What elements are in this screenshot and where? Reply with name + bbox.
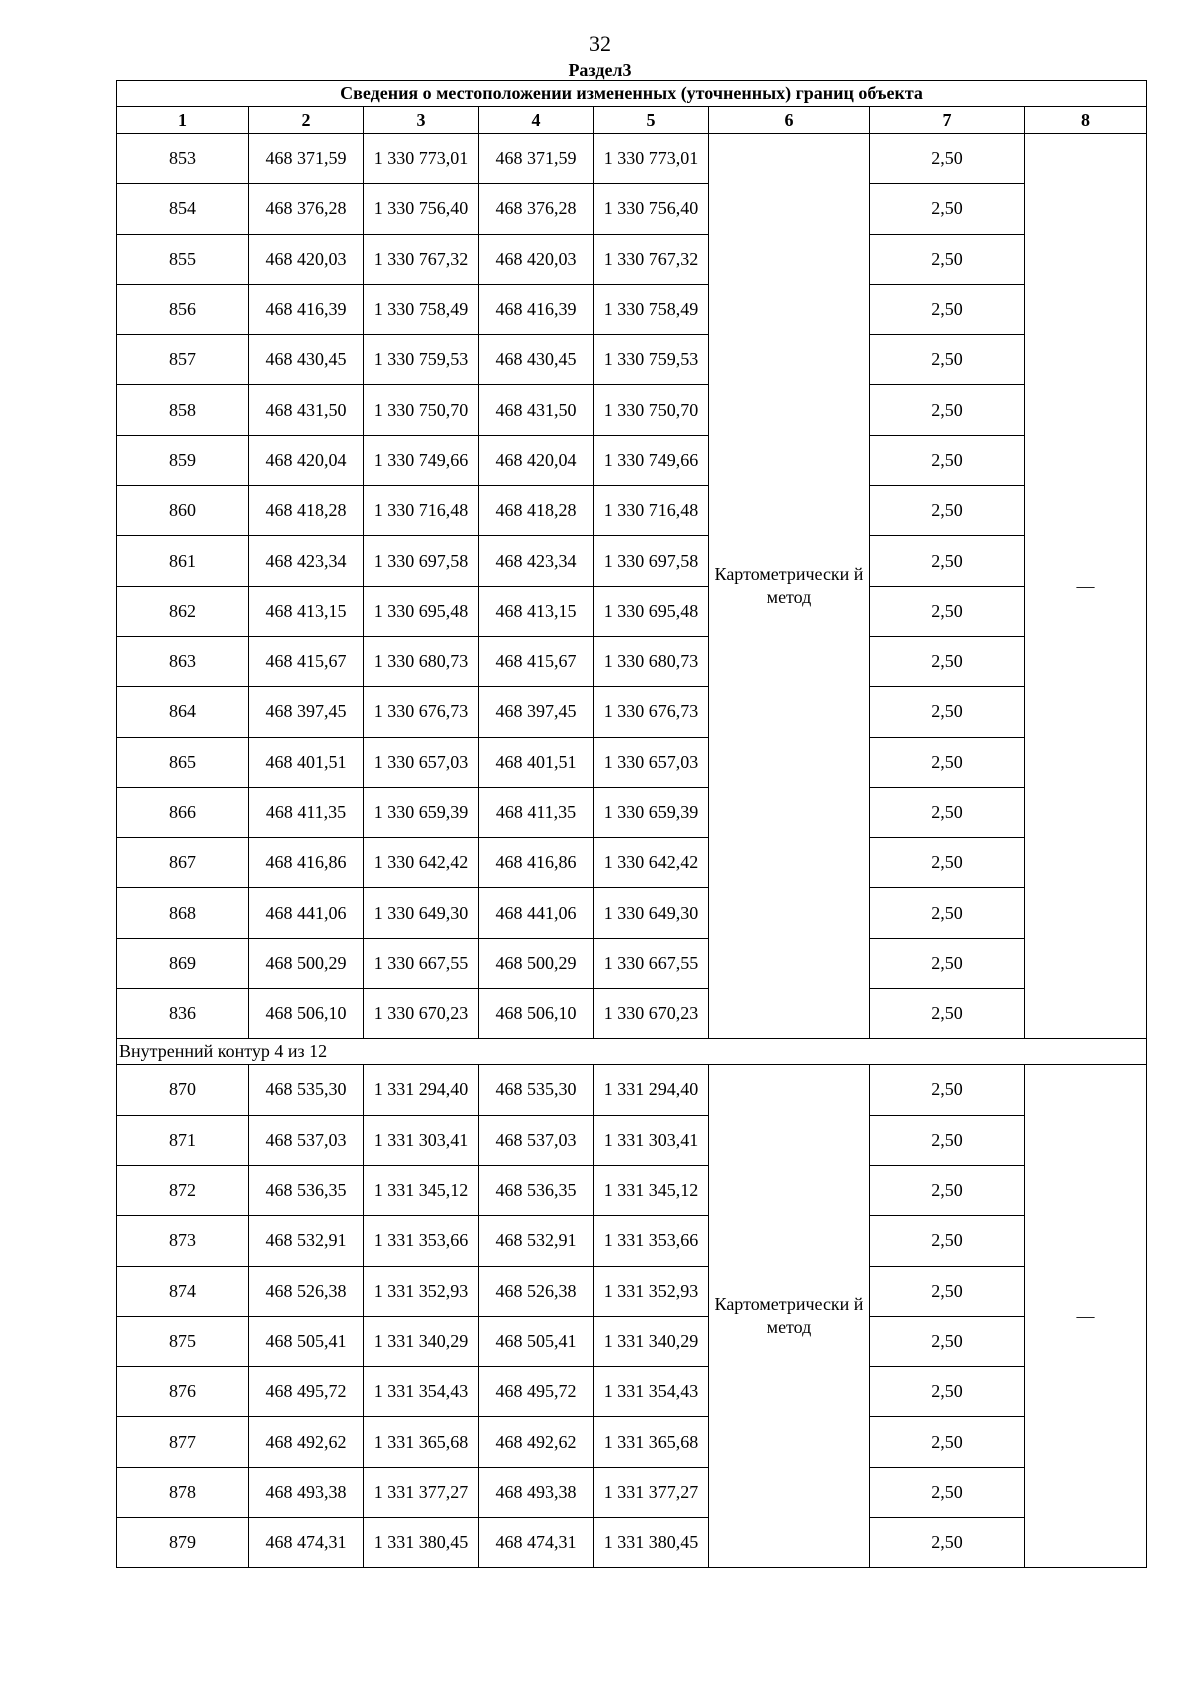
point-number-cell: 864 (117, 687, 249, 737)
coord-x-cell: 468 430,45 (249, 335, 364, 385)
contour-label-row (117, 1039, 1147, 1065)
accuracy-cell: 2,50 (870, 1417, 1025, 1467)
accuracy-cell: 2,50 (870, 938, 1025, 988)
table-caption: Сведения о местоположении измененных (уточненных) границ объекта (117, 81, 1147, 107)
coord-y-cell: 1 330 676,73 (364, 687, 479, 737)
coord-x-cell: 468 526,38 (249, 1266, 364, 1316)
coord-y-cell: 1 331 340,29 (364, 1316, 479, 1366)
table-row (117, 838, 1147, 888)
point-number-cell: 870 (117, 1065, 249, 1115)
header-cell: 7 (870, 107, 1025, 134)
table-row (117, 1467, 1147, 1517)
new-coord-x-cell: 468 500,29 (479, 938, 594, 988)
table-row (117, 938, 1147, 988)
new-coord-y-cell: 1 331 294,40 (594, 1065, 709, 1115)
header-cell: 2 (249, 107, 364, 134)
point-number-cell: 866 (117, 787, 249, 837)
header-cell: 5 (594, 107, 709, 134)
coord-y-cell: 1 331 377,27 (364, 1467, 479, 1517)
point-number-cell: 856 (117, 284, 249, 334)
new-coord-y-cell: 1 330 756,40 (594, 184, 709, 234)
coord-y-cell: 1 330 657,03 (364, 737, 479, 787)
new-coord-x-cell: 468 431,50 (479, 385, 594, 435)
coord-y-cell: 1 331 303,41 (364, 1115, 479, 1165)
new-coord-y-cell: 1 330 767,32 (594, 234, 709, 284)
accuracy-cell: 2,50 (870, 536, 1025, 586)
new-coord-y-cell: 1 330 670,23 (594, 989, 709, 1039)
table-row (117, 586, 1147, 636)
header-cell: 1 (117, 107, 249, 134)
note-cell: — (1025, 134, 1147, 1039)
point-number-cell: 854 (117, 184, 249, 234)
accuracy-cell: 2,50 (870, 335, 1025, 385)
point-number-cell: 858 (117, 385, 249, 435)
point-number-cell: 860 (117, 486, 249, 536)
new-coord-y-cell: 1 330 716,48 (594, 486, 709, 536)
point-number-cell: 853 (117, 134, 249, 184)
accuracy-cell: 2,50 (870, 586, 1025, 636)
point-number-cell: 869 (117, 938, 249, 988)
point-number-cell: 872 (117, 1165, 249, 1215)
point-number-cell: 875 (117, 1316, 249, 1366)
new-coord-y-cell: 1 330 749,66 (594, 435, 709, 485)
coord-y-cell: 1 330 670,23 (364, 989, 479, 1039)
coord-y-cell: 1 330 680,73 (364, 636, 479, 686)
new-coord-y-cell: 1 331 340,29 (594, 1316, 709, 1366)
table-row (117, 787, 1147, 837)
coord-y-cell: 1 330 773,01 (364, 134, 479, 184)
new-coord-y-cell: 1 330 667,55 (594, 938, 709, 988)
accuracy-cell: 2,50 (870, 1216, 1025, 1266)
header-cell: 6 (709, 107, 870, 134)
coord-y-cell: 1 330 667,55 (364, 938, 479, 988)
new-coord-y-cell: 1 331 377,27 (594, 1467, 709, 1517)
point-number-cell: 874 (117, 1266, 249, 1316)
coord-y-cell: 1 330 756,40 (364, 184, 479, 234)
coord-x-cell: 468 416,86 (249, 838, 364, 888)
method-cell: Картометрически й метод (709, 1065, 870, 1568)
coord-y-cell: 1 331 345,12 (364, 1165, 479, 1215)
new-coord-x-cell: 468 492,62 (479, 1417, 594, 1467)
new-coord-y-cell: 1 330 649,30 (594, 888, 709, 938)
coord-y-cell: 1 331 365,68 (364, 1417, 479, 1467)
accuracy-cell: 2,50 (870, 486, 1025, 536)
coord-y-cell: 1 330 716,48 (364, 486, 479, 536)
new-coord-y-cell: 1 331 352,93 (594, 1266, 709, 1316)
coord-x-cell: 468 411,35 (249, 787, 364, 837)
table-row (117, 1367, 1147, 1417)
point-number-cell: 855 (117, 234, 249, 284)
new-coord-x-cell: 468 376,28 (479, 184, 594, 234)
coord-y-cell: 1 330 767,32 (364, 234, 479, 284)
coord-x-cell: 468 423,34 (249, 536, 364, 586)
accuracy-cell: 2,50 (870, 636, 1025, 686)
accuracy-cell: 2,50 (870, 838, 1025, 888)
header-cell: 8 (1025, 107, 1147, 134)
coord-y-cell: 1 330 642,42 (364, 838, 479, 888)
table-row (117, 1266, 1147, 1316)
accuracy-cell: 2,50 (870, 737, 1025, 787)
coord-x-cell: 468 500,29 (249, 938, 364, 988)
accuracy-cell: 2,50 (870, 234, 1025, 284)
new-coord-x-cell: 468 397,45 (479, 687, 594, 737)
new-coord-y-cell: 1 330 758,49 (594, 284, 709, 334)
point-number-cell: 859 (117, 435, 249, 485)
table-row (117, 1518, 1147, 1568)
accuracy-cell: 2,50 (870, 385, 1025, 435)
contour-label: Внутренний контур 4 из 12 (117, 1039, 1147, 1065)
table-row (117, 888, 1147, 938)
point-number-cell: 857 (117, 335, 249, 385)
new-coord-x-cell: 468 411,35 (479, 787, 594, 837)
table-row (117, 989, 1147, 1039)
coord-x-cell: 468 397,45 (249, 687, 364, 737)
coord-x-cell: 468 420,03 (249, 234, 364, 284)
new-coord-y-cell: 1 330 680,73 (594, 636, 709, 686)
new-coord-y-cell: 1 331 303,41 (594, 1115, 709, 1165)
new-coord-x-cell: 468 506,10 (479, 989, 594, 1039)
coord-x-cell: 468 371,59 (249, 134, 364, 184)
new-coord-y-cell: 1 330 773,01 (594, 134, 709, 184)
note-cell: — (1025, 1065, 1147, 1568)
table-body (117, 81, 1147, 1568)
page-number: 32 (589, 31, 611, 56)
coord-y-cell: 1 331 354,43 (364, 1367, 479, 1417)
new-coord-x-cell: 468 413,15 (479, 586, 594, 636)
accuracy-cell: 2,50 (870, 1467, 1025, 1517)
new-coord-x-cell: 468 495,72 (479, 1367, 594, 1417)
table-row (117, 284, 1147, 334)
accuracy-cell: 2,50 (870, 1367, 1025, 1417)
table-row (117, 134, 1147, 184)
accuracy-cell: 2,50 (870, 134, 1025, 184)
header-cell: 3 (364, 107, 479, 134)
point-number-cell: 865 (117, 737, 249, 787)
new-coord-x-cell: 468 493,38 (479, 1467, 594, 1517)
table-row (117, 234, 1147, 284)
accuracy-cell: 2,50 (870, 1065, 1025, 1115)
table-row (117, 687, 1147, 737)
accuracy-cell: 2,50 (870, 687, 1025, 737)
new-coord-x-cell: 468 535,30 (479, 1065, 594, 1115)
coord-x-cell: 468 401,51 (249, 737, 364, 787)
new-coord-x-cell: 468 420,04 (479, 435, 594, 485)
table-row (117, 536, 1147, 586)
coord-y-cell: 1 330 695,48 (364, 586, 479, 636)
coord-x-cell: 468 505,41 (249, 1316, 364, 1366)
coord-x-cell: 468 418,28 (249, 486, 364, 536)
coord-x-cell: 468 506,10 (249, 989, 364, 1039)
coord-x-cell: 468 416,39 (249, 284, 364, 334)
coord-y-cell: 1 330 649,30 (364, 888, 479, 938)
table-header-row (117, 107, 1147, 134)
new-coord-y-cell: 1 331 380,45 (594, 1518, 709, 1568)
new-coord-y-cell: 1 331 353,66 (594, 1216, 709, 1266)
coord-y-cell: 1 330 758,49 (364, 284, 479, 334)
coord-y-cell: 1 330 697,58 (364, 536, 479, 586)
point-number-cell: 861 (117, 536, 249, 586)
new-coord-y-cell: 1 330 695,48 (594, 586, 709, 636)
coord-y-cell: 1 331 380,45 (364, 1518, 479, 1568)
coord-x-cell: 468 415,67 (249, 636, 364, 686)
coordinates-table (116, 80, 1147, 1568)
point-number-cell: 867 (117, 838, 249, 888)
point-number-cell: 863 (117, 636, 249, 686)
accuracy-cell: 2,50 (870, 1165, 1025, 1215)
accuracy-cell: 2,50 (870, 184, 1025, 234)
accuracy-cell: 2,50 (870, 1518, 1025, 1568)
new-coord-y-cell: 1 330 697,58 (594, 536, 709, 586)
new-coord-x-cell: 468 415,67 (479, 636, 594, 686)
accuracy-cell: 2,50 (870, 1316, 1025, 1366)
point-number-cell: 862 (117, 586, 249, 636)
point-number-cell: 868 (117, 888, 249, 938)
table-row (117, 1165, 1147, 1215)
point-number-cell: 871 (117, 1115, 249, 1165)
table-row (117, 737, 1147, 787)
new-coord-y-cell: 1 330 657,03 (594, 737, 709, 787)
coord-y-cell: 1 330 750,70 (364, 385, 479, 435)
new-coord-y-cell: 1 330 676,73 (594, 687, 709, 737)
coord-y-cell: 1 330 759,53 (364, 335, 479, 385)
coord-x-cell: 468 431,50 (249, 385, 364, 435)
coord-x-cell: 468 492,62 (249, 1417, 364, 1467)
new-coord-y-cell: 1 330 642,42 (594, 838, 709, 888)
coord-x-cell: 468 376,28 (249, 184, 364, 234)
new-coord-x-cell: 468 532,91 (479, 1216, 594, 1266)
accuracy-cell: 2,50 (870, 888, 1025, 938)
accuracy-cell: 2,50 (870, 787, 1025, 837)
point-number-cell: 877 (117, 1417, 249, 1467)
accuracy-cell: 2,50 (870, 989, 1025, 1039)
point-number-cell: 876 (117, 1367, 249, 1417)
table-caption-row (117, 81, 1147, 107)
accuracy-cell: 2,50 (870, 1115, 1025, 1165)
coord-x-cell: 468 441,06 (249, 888, 364, 938)
coord-y-cell: 1 330 659,39 (364, 787, 479, 837)
coord-x-cell: 468 535,30 (249, 1065, 364, 1115)
point-number-cell: 836 (117, 989, 249, 1039)
new-coord-x-cell: 468 537,03 (479, 1115, 594, 1165)
table-row (117, 1417, 1147, 1467)
coord-y-cell: 1 331 352,93 (364, 1266, 479, 1316)
new-coord-x-cell: 468 401,51 (479, 737, 594, 787)
new-coord-x-cell: 468 441,06 (479, 888, 594, 938)
header-cell: 4 (479, 107, 594, 134)
coord-x-cell: 468 493,38 (249, 1467, 364, 1517)
table-row (117, 335, 1147, 385)
new-coord-x-cell: 468 526,38 (479, 1266, 594, 1316)
coord-x-cell: 468 495,72 (249, 1367, 364, 1417)
new-coord-y-cell: 1 330 750,70 (594, 385, 709, 435)
coord-x-cell: 468 413,15 (249, 586, 364, 636)
new-coord-x-cell: 468 371,59 (479, 134, 594, 184)
coord-y-cell: 1 331 294,40 (364, 1065, 479, 1115)
new-coord-x-cell: 468 418,28 (479, 486, 594, 536)
new-coord-y-cell: 1 331 365,68 (594, 1417, 709, 1467)
table-row (117, 184, 1147, 234)
coord-x-cell: 468 532,91 (249, 1216, 364, 1266)
new-coord-y-cell: 1 331 354,43 (594, 1367, 709, 1417)
new-coord-x-cell: 468 420,03 (479, 234, 594, 284)
new-coord-y-cell: 1 330 659,39 (594, 787, 709, 837)
accuracy-cell: 2,50 (870, 284, 1025, 334)
new-coord-y-cell: 1 330 759,53 (594, 335, 709, 385)
table-row (117, 1115, 1147, 1165)
table-row (117, 1065, 1147, 1115)
new-coord-y-cell: 1 331 345,12 (594, 1165, 709, 1215)
table-row (117, 1216, 1147, 1266)
table-row (117, 385, 1147, 435)
new-coord-x-cell: 468 536,35 (479, 1165, 594, 1215)
point-number-cell: 873 (117, 1216, 249, 1266)
accuracy-cell: 2,50 (870, 1266, 1025, 1316)
new-coord-x-cell: 468 430,45 (479, 335, 594, 385)
section-title: Раздел3 (568, 60, 632, 80)
coord-x-cell: 468 474,31 (249, 1518, 364, 1568)
new-coord-x-cell: 468 416,86 (479, 838, 594, 888)
new-coord-x-cell: 468 474,31 (479, 1518, 594, 1568)
new-coord-x-cell: 468 416,39 (479, 284, 594, 334)
point-number-cell: 879 (117, 1518, 249, 1568)
table-row (117, 435, 1147, 485)
coord-x-cell: 468 537,03 (249, 1115, 364, 1165)
new-coord-x-cell: 468 423,34 (479, 536, 594, 586)
coord-x-cell: 468 420,04 (249, 435, 364, 485)
point-number-cell: 878 (117, 1467, 249, 1517)
table-row (117, 486, 1147, 536)
table-row (117, 1316, 1147, 1366)
coord-y-cell: 1 331 353,66 (364, 1216, 479, 1266)
accuracy-cell: 2,50 (870, 435, 1025, 485)
new-coord-x-cell: 468 505,41 (479, 1316, 594, 1366)
table-row (117, 636, 1147, 686)
coord-y-cell: 1 330 749,66 (364, 435, 479, 485)
coord-x-cell: 468 536,35 (249, 1165, 364, 1215)
method-cell: Картометрически й метод (709, 134, 870, 1039)
